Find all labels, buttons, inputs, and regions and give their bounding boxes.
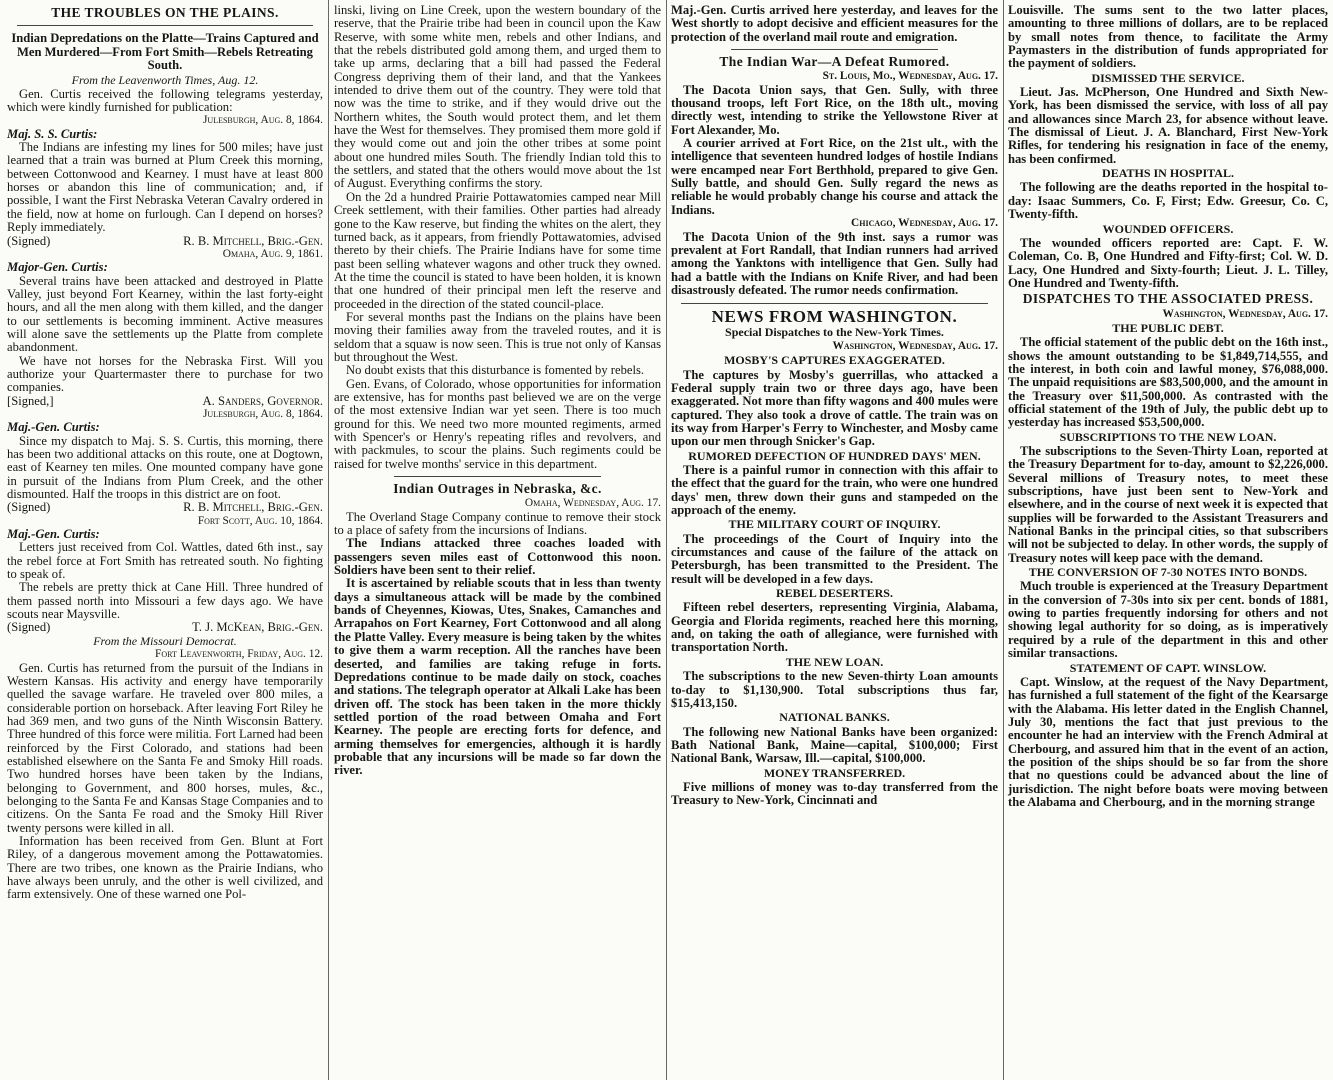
paragraph: Since my dispatch to Maj. S. S. Curtis, this morning, there has been two additional attacks on this route, one at Dogtown, east of Kearney ten miles. One mounted company have gone in pursuit of the Indians from Plum Creek, and the other dismounted. Half the troops in this district are on foot. xyxy=(7,433,323,502)
divider xyxy=(681,303,988,304)
dateline: Fort Scott, Aug. 10, 1864. xyxy=(197,514,323,527)
paragraph: The following are the deaths reported in the hospital to-day: Isaac Summers, Co. F, First; Edw. Greesur, Co. C, Twenty-fifth. xyxy=(1008,180,1328,222)
subheading: NATIONAL BANKS. xyxy=(779,710,890,725)
paragraph: The proceedings of the Court of Inquiry into the circumstances and cause of the failure of the attack on Petersburgh, has been transmitted to the President. The result will be developed in a few days. xyxy=(671,531,998,586)
paragraph: The Indians attacked three coaches loaded with passengers seven miles east of Cottonwood this noon. Soldiers have been sent to their relief. xyxy=(334,536,661,578)
column-1 xyxy=(4,4,326,1080)
subheading: Special Dispatches to the New-York Times. xyxy=(725,324,944,339)
paragraph: The Indians are infesting my lines for 500 miles; have just learned that a train was burned at Plum Creek this morning, between Cottonwood and Kearney. I must have at least 800 horses or abandon this line of communication; and, if possible, I want the First Nebraska Veteran Cavalry ordered in the field, now at home on furlough. Can I depend on horses? Reply immediately. xyxy=(7,140,323,235)
paragraph: We have not horses for the Nebraska First. Will you authorize your Quartermaster there to purchase for two companies. xyxy=(7,353,323,395)
signature-mark: (Signed) xyxy=(7,500,51,515)
subheading: THE NEW LOAN. xyxy=(785,654,884,669)
paragraph: Louisville. The sums sent to the two latter places, amounting to three millions of dollars, are to be replaced by small notes from thence, to facilitate the Army Paymasters in the distribution of funds appropriated for the payment of soldiers. xyxy=(1008,4,1328,71)
column-2 xyxy=(331,4,664,1080)
paragraph: Lieut. Jas. McPherson, One Hundred and Sixth New-York, has been dismissed the service, with loss of all pay and allowances since March 23, for absence without leave. The dismissal of Lieut. J. A. Blanchard, First New-York Rifles, for tendering his resignation in face of the enemy, has been confirmed. xyxy=(1008,85,1328,166)
dateline: Julesburgh, Aug. 8, 1864. xyxy=(203,114,323,127)
paragraph: On the 2d a hundred Prairie Pottawatomies camped near Mill Creek settlement, with their families. Other parties had already gone to the Kaw reserve, but finding the whites on the alert, they turned back, as it appears, from friendly Pottawatomies, advised thereto by their chiefs. The Prairie Indians have for some time past been selling whatever wagons and other truck they owned. At the time the council is stated to have been holden, it is known that one hundred of their principal men left the reserve and proceeded in the direction of the stated council-place. xyxy=(334,189,661,311)
subheading: RUMORED DEFECTION OF HUNDRED DAYS' MEN. xyxy=(688,448,981,463)
paragraph: There is a painful rumor in connection with this affair to the effect that the guard for the train, who were one hundred days' men, threw down their guns and stampeded on the approach of the enemy. xyxy=(671,463,998,518)
article-heading: The Indian War—A Defeat Rumored. xyxy=(719,54,950,70)
subheading: WOUNDED OFFICERS. xyxy=(1102,221,1234,236)
salutation: Maj.-Gen. Curtis: xyxy=(7,420,100,435)
source-line: From the Leavenworth Times, Aug. 12. xyxy=(71,73,259,88)
paragraph: A courier arrived at Fort Rice, on the 21st ult., with the intelligence that seventeen hundred lodges of hostile Indians were encamped near Fort Berthhold, prepared to give Gen. Sully battle, and should Gen. Sully regard the news as reliable he would probably change his course and attack the Indians. xyxy=(671,136,998,217)
paragraph: It is ascertained by reliable scouts that in less than twenty days a simultaneous attack will be made by the combined bands of Cheyennes, Kiowas, Utes, Snakes, Camanches and Arrapahos on Fort Kearney, Fort Cottonwood and all along the Platte Valley. Every measure is being taken by the whites to give them a warm reception. All the ranches have been deserted, and families are taking refuge in forts. Depredations continue to be made daily on stock, coaches and stations. The telegraph operator at Alkali Lake has been driven off. The stock has been taken in the more thickly settled portion of the road between Omaha and Fort Kearney. The people are erecting forts for defence, and arming themselves for emergencies, although it is hardly probable that any incursions will be made so far down the river. xyxy=(334,576,661,778)
paragraph: Gen. Evans, of Colorado, whose opportunities for information are extensive, has for months past believed we are on the verge of the most extensive Indian war yet seen. There is too much ground for this. We need two more mounted regiments, armed with Spencer's or Henry's repeating rifles and revolvers, and with packmules, to scour the plains. Such regiments could be raised for twelve months' service in this department. xyxy=(334,376,661,471)
paragraph: The captures by Mosby's guerrillas, who attacked a Federal supply train two or three days ago, have been exaggerated. Not more than fifty wagons and 400 mules were captured. They also took a drove of cattle. The train was on its way from Harper's Ferry to Winchester, and Mosby came upon our men through Snicker's Gap. xyxy=(671,367,998,449)
column-rule xyxy=(666,0,667,1080)
signature-name: R. B. Mitchell, Brig.-Gen. xyxy=(183,500,323,515)
column-4 xyxy=(1005,4,1331,1080)
subheading: REBEL DESERTERS. xyxy=(776,586,893,601)
salutation: Maj.-Gen. Curtis: xyxy=(7,527,100,542)
signature-line xyxy=(7,621,323,634)
subheading: THE PUBLIC DEBT. xyxy=(1112,320,1224,335)
source-line: From the Missouri Democrat. xyxy=(93,633,237,648)
dateline: St. Louis, Mo., Wednesday, Aug. 17. xyxy=(822,70,998,83)
paragraph: The wounded officers reported are: Capt. F. W. Coleman, Co. B, One Hundred and Fifty-first; Col. W. D. Lacy, One Hundred and Sixty-fourth; Lieut. J. L. Tilley, One Hundred and Twenty-fifth. xyxy=(1008,235,1328,290)
subheading: SUBSCRIPTIONS TO THE NEW LOAN. xyxy=(1059,429,1277,444)
paragraph: The subscriptions to the Seven-Thirty Loan, reported at the Treasury Department for to-day, amount to $2,226,000. Several millions of Treasury notes, to meet these subscriptions, have just been sent to New-York and elsewhere, and in the course of next week it is expected that supplies will be forwarded to the Assistant Treasurers and National Banks in the principal cities, so that subscribers will not be subjected to delay. In other words, the supply of Treasury notes will keep pace with the demand. xyxy=(1008,444,1328,565)
signature-name: R. B. Mitchell, Brig.-Gen. xyxy=(183,233,323,248)
divider xyxy=(731,49,938,50)
paragraph: Fifteen rebel deserters, representing Virginia, Alabama, Georgia and Florida regiments, reached here this morning, and, on taking the oath of allegiance, were furnished with transportation North. xyxy=(671,600,998,655)
dateline: Omaha, Wednesday, Aug. 17. xyxy=(524,497,661,510)
paragraph: Gen. Curtis received the following telegrams yesterday, which were kindly furnished for publication: xyxy=(7,86,323,115)
paragraph: The Dacota Union of the 9th inst. says a rumor was prevalent at Fort Randall, that Indian runners had arrived among the Yanktons with intelligence that Gen. Sully had had a battle with the Indians on Knife River, and had been disastrously defeated. The rumor needs confirmation. xyxy=(671,229,998,297)
paragraph: Five millions of money was to-day transferred from the Treasury to New-York, Cincinnati and xyxy=(671,779,998,808)
column-3 xyxy=(668,4,1001,1080)
paragraph: Several trains have been attacked and destroyed in Platte Valley, just beyond Fort Kearney, within the last forty-eight hours, and all the men along with them killed, and the danger to our settlements is becoming imminent. Active measures will alone save the settlements up the Platte from complete abandonment. xyxy=(7,273,323,355)
section-heading: DISPATCHES TO THE ASSOCIATED PRESS. xyxy=(1022,291,1314,307)
signature-mark: [Signed,] xyxy=(7,393,54,408)
paragraph: Letters just received from Col. Wattles, dated 6th inst., say the rebel force at Fort Smith has retreated south. No fighting to speak of. xyxy=(7,540,323,582)
paragraph: Gen. Curtis has returned from the pursuit of the Indians in Western Kansas. His activity and energy have temporarily quelled the savage warfare. He traveled over 800 miles, a considerable portion on horseback. After leaving Fort Riley he had 369 men, and two guns of the Ninth Wisconsin Battery. Three hundred of this force were militia. Fort Larned had been reinforced by the First Colorado, and stations had been established elsewhere on the Santa Fe and Smoky Hill roads. Two hundred horses have been taken by the Indians, belonging to Government, and 800 horses, mules, &c., belonging to the Santa Fe and Kansas Stage Companies and to citizens. On the Santa Fe road and the Smoky Hill River twenty persons were killed in all. xyxy=(7,660,323,835)
dateline: Washington, Wednesday, Aug. 17. xyxy=(832,339,998,352)
subheading: DEATHS IN HOSPITAL. xyxy=(1102,166,1234,181)
dateline: Fort Leavenworth, Friday, Aug. 12. xyxy=(155,648,323,661)
article-title: THE TROUBLES ON THE PLAINS. xyxy=(51,5,279,20)
subheading: THE MILITARY COURT OF INQUIRY. xyxy=(728,517,941,532)
section-heading: NEWS FROM WASHINGTON. xyxy=(711,307,958,327)
dateline: Washington, Wednesday, Aug. 17. xyxy=(1162,307,1328,320)
column-rule xyxy=(328,0,329,1080)
divider xyxy=(17,25,313,26)
paragraph: The rebels are pretty thick at Cane Hill. Three hundred of them passed north into Missouri a few days ago. We have scouts near Maysville. xyxy=(7,580,323,622)
paragraph: Much trouble is experienced at the Treasury Department in the conversion of 7-30s into six per cent. bonds of 1881, owing to parties frequently indorsing for others and not showing legal authority for so doing, as is imperatively required by a rule of the department in this and other similar transactions. xyxy=(1008,579,1328,661)
paragraph: The following new National Banks have been organized: Bath National Bank, Maine—capital, $100,000; First National Bank, Warsaw, Ill.—capital, $100,000. xyxy=(671,724,998,766)
signature-name: T. J. McKean, Brig.-Gen. xyxy=(192,620,323,635)
paragraph: No doubt exists that this disturbance is fomented by rebels. xyxy=(346,363,645,378)
paragraph: The official statement of the public debt on the 16th inst., shows the amount outstanding to be $1,849,714,555, and the interest, in both coin and lawful money, $76,088,000. The unpaid requisitions are $83,500,000, and the amount in the Treasury over $11,500,000. As contrasted with the official statement of the 19th of July, the public debt up to yesterday has increased $53,500,000. xyxy=(1008,335,1328,430)
divider xyxy=(394,476,601,477)
salutation: Major-Gen. Curtis: xyxy=(7,260,108,275)
subheading: MONEY TRANSFERRED. xyxy=(763,765,906,780)
subheading: MOSBY'S CAPTURES EXAGGERATED. xyxy=(724,353,945,368)
column-rule xyxy=(1003,0,1004,1080)
signature-mark: (Signed) xyxy=(7,233,51,248)
paragraph: linski, living on Line Creek, upon the western boundary of the reserve, that the Prairie tribe had been in council upon the Kaw Reserve, with some white men, rebels and other Indians, and that the rebels distributed gold among them, and urged them to take up arms, declaring that a bill had passed the Federal Congress depriving them of their land, and that the Yankees intended to drive them out of the country. They were told that now was the time to strike, and if they would drive out the Northern whites, the South would protect them, and let them have the West for themselves. They promised them more gold if they would come out and join the other tribes at some point about one hundred miles South. The friendly Indian told this to the settlers, and stated that the others would move about the 1st of August. Everything confirms the story. xyxy=(334,4,661,191)
signature-line xyxy=(7,395,323,408)
dateline: Chicago, Wednesday, Aug. 17. xyxy=(851,217,998,230)
signature-line xyxy=(7,501,323,514)
signature-mark: (Signed) xyxy=(7,620,51,635)
paragraph: For several months past the Indians on the plains have been moving their families away from the traveled routes, and it is seldom that a squaw is now seen. This is true not only of Kansas but throughout the West. xyxy=(334,309,661,364)
article-deck: Indian Depredations on the Platte—Trains Captured and Men Murdered—From Fort Smith—Rebels Retreating South. xyxy=(11,31,319,73)
paragraph: Capt. Winslow, at the request of the Navy Department, has furnished a full statement of the fight of the Kearsarge with the Alabama. His letter dated in the English Channel, July 30, mentions the fact that just previous to the encounter he had an interview with the French Admiral at Cherbourg, and assured him that in the event of an action, the position of the ships should be so far from the shore that no questions could be advanced about the line of jurisdiction. The night before boats were moving between the Alabama and Cherbourg, and in the morning strange xyxy=(1008,674,1328,809)
paragraph: Information has been received from Gen. Blunt at Fort Riley, of a dangerous movement among the Pottawatomies. There are two tribes, one known as the Prairie Indians, who have always been unruly, and the other is well civilized, and farm extensively. One of these warned one Pol- xyxy=(7,833,323,902)
subheading: DISMISSED THE SERVICE. xyxy=(1091,70,1245,85)
dateline: Julesburgh, Aug. 8, 1864. xyxy=(203,407,323,420)
dateline: Omaha, Aug. 9, 1861. xyxy=(222,247,323,260)
paragraph: The subscriptions to the new Seven-thirty Loan amounts to-day to $1,130,900. Total subscriptions thus far, $15,413,150. xyxy=(671,669,998,710)
signature-name: A. Sanders, Governor. xyxy=(202,393,323,408)
article-heading: Indian Outrages in Nebraska, &c. xyxy=(393,481,602,497)
paragraph: The Dacota Union says, that Gen. Sully, with three thousand troops, left Fort Rice, on the 18th ult., moving directly west, intending to strike the Yellowstone River at Fort Alexander, Mo. xyxy=(671,82,998,137)
paragraph: Maj.-Gen. Curtis arrived here yesterday, and leaves for the West shortly to adopt decisive and efficient measures for the protection of the overland mail route and emigration. xyxy=(671,4,998,44)
paragraph: The Overland Stage Company continue to remove their stock to a place of safety from the incursions of Indians. xyxy=(334,509,661,538)
signature-line xyxy=(7,235,323,248)
subheading: STATEMENT OF CAPT. WINSLOW. xyxy=(1069,660,1267,675)
subheading: THE CONVERSION OF 7-30 NOTES INTO BONDS. xyxy=(1028,565,1308,580)
salutation: Maj. S. S. Curtis: xyxy=(7,126,98,141)
